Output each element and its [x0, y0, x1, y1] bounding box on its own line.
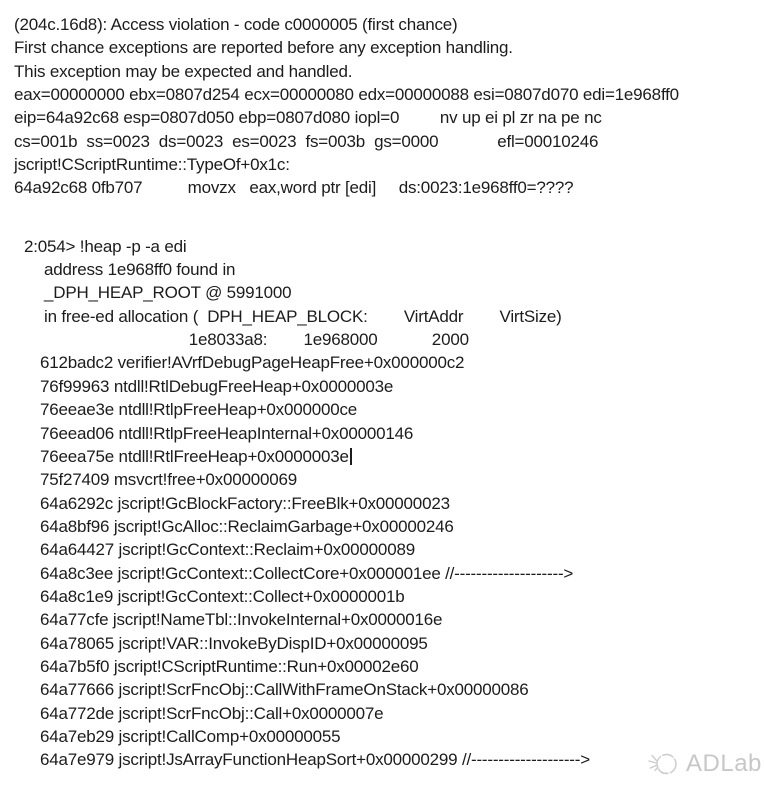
console-line [14, 585, 765, 608]
console-line-text: This exception may be expected and handled. [14, 61, 353, 81]
console-line-text: cs=001b ss=0023 ds=0023 es=0023 fs=003b gs=0000 efl=00010246 [14, 131, 599, 151]
console-line [14, 445, 765, 468]
console-line [14, 328, 765, 351]
console-line [14, 515, 765, 538]
console-line [14, 422, 765, 445]
adlab-watermark [646, 746, 762, 782]
console-line-text: 64a77666 jscript!ScrFncObj::CallWithFrameOnStack+0x00000086 [40, 680, 529, 700]
console-line-text: 76eea75e ntdll!RtlFreeHeap+0x0000003e [40, 446, 349, 466]
console-line [14, 235, 765, 258]
console-line [14, 538, 765, 561]
console-line-text: 76f99963 ntdll!RtlDebugFreeHeap+0x0000003e [40, 376, 394, 396]
console-line-text: 64a8c1e9 jscript!GcContext::Collect+0x0000001b [40, 586, 405, 606]
console-line [14, 258, 765, 281]
console-line [14, 492, 765, 515]
console-line-text: 1e8033a8: 1e968000 2000 [44, 330, 469, 350]
console-line-text: jscript!CScriptRuntime::TypeOf+0x1c: [14, 155, 290, 175]
console-line-text: address 1e968ff0 found in [44, 260, 236, 280]
console-line-text: eax=00000000 ebx=0807d254 ecx=00000080 edx=00000088 esi=0807d070 edi=1e968ff0 [14, 85, 679, 105]
console-line [14, 153, 765, 176]
console-line-text: _DPH_HEAP_ROOT @ 5991000 [44, 283, 292, 303]
console-line-text: 64a77cfe jscript!NameTbl::InvokeInternal+0x0000016e [40, 610, 443, 630]
console-line [14, 702, 765, 725]
console-line-text: 64a78065 jscript!VAR::InvokeByDispID+0x00000095 [40, 633, 428, 653]
console-line-text: in free-ed allocation ( DPH_HEAP_BLOCK: VirtAddr VirtSize) [44, 306, 562, 326]
console-line [14, 281, 765, 304]
console-line [14, 106, 765, 129]
adlab-logo-icon [646, 746, 682, 782]
console-line [14, 36, 765, 59]
console-line-text: 64a7e979 jscript!JsArrayFunctionHeapSort+0x00000299 //--------------------> [40, 750, 590, 770]
console-line [14, 13, 765, 36]
console-line-text: 76eeae3e ntdll!RtlpFreeHeap+0x000000ce [40, 400, 358, 420]
console-line [14, 375, 765, 398]
console-line-text: (204c.16d8): Access violation - code c0000005 (first chance) [14, 15, 458, 34]
console-line-text: eip=64a92c68 esp=0807d050 ebp=0807d080 iopl=0 nv up ei pl zr na pe nc [14, 108, 602, 128]
console-line-text: 2:054> !heap -p -a edi [24, 236, 187, 256]
console-line-text: 64a8bf96 jscript!GcAlloc::ReclaimGarbage+0x00000246 [40, 516, 454, 536]
console-line-text: 64a64427 jscript!GcContext::Reclaim+0x00000089 [40, 540, 415, 560]
console-line [14, 83, 765, 106]
console-line-text: 76eead06 ntdll!RtlpFreeHeapInternal+0x00000146 [40, 423, 414, 443]
console-line [14, 60, 765, 83]
adlab-watermark-label: ADLab [686, 750, 762, 777]
console-line-text: 75f27409 msvcrt!free+0x00000069 [40, 470, 298, 490]
console-line [14, 130, 765, 153]
heap-analysis-block [14, 235, 765, 772]
console-line [14, 655, 765, 678]
console-line [14, 725, 765, 748]
exception-report-block [14, 13, 765, 200]
console-line [14, 608, 765, 631]
console-line-text: 64a6292c jscript!GcBlockFactory::FreeBlk+0x00000023 [40, 493, 450, 513]
console-line [14, 678, 765, 701]
console-line-text: 64a7b5f0 jscript!CScriptRuntime::Run+0x00002e60 [40, 656, 419, 676]
console-line-text: 64a772de jscript!ScrFncObj::Call+0x0000007e [40, 703, 384, 723]
console-line [14, 632, 765, 655]
console-line-text: 64a7eb29 jscript!CallComp+0x00000055 [40, 726, 341, 746]
console-line-text: 612badc2 verifier!AVrfDebugPageHeapFree+0x000000c2 [40, 353, 465, 373]
console-line [14, 305, 765, 328]
text-caret [350, 448, 352, 465]
console-line [14, 176, 765, 199]
console-line-text: 64a92c68 0fb707 movzx eax,word ptr [edi] ds:0023:1e968ff0=???? [14, 178, 574, 198]
console-line [14, 398, 765, 421]
console-line-text: First chance exceptions are reported before any exception handling. [14, 38, 513, 58]
console-line [14, 562, 765, 585]
console-line [14, 351, 765, 374]
console-line [14, 468, 765, 491]
console-line-text: 64a8c3ee jscript!GcContext::CollectCore+0x000001ee //--------------------> [40, 563, 574, 583]
debugger-console-output [14, 13, 765, 772]
